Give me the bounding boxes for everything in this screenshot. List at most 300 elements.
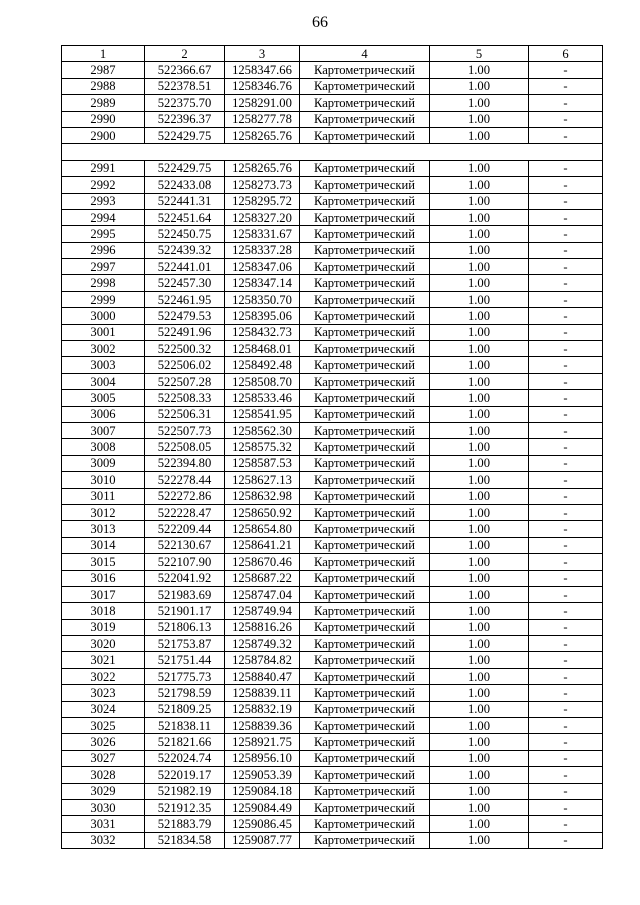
- table-row: [62, 668, 603, 684]
- table-cell: 522479.53: [145, 308, 225, 324]
- table-cell: 3013: [62, 521, 145, 537]
- table-cell: 522041.92: [145, 570, 225, 586]
- table-cell: -: [529, 652, 603, 668]
- table-cell: 1259053.39: [225, 767, 300, 783]
- table-cell: 1.00: [430, 406, 529, 422]
- table-cell: 1258921.75: [225, 734, 300, 750]
- table-cell: 1.00: [430, 570, 529, 586]
- table-cell: 3027: [62, 750, 145, 766]
- table-cell: 1258265.76: [225, 160, 300, 176]
- table-cell: 1.00: [430, 521, 529, 537]
- coordinates-table: [61, 45, 603, 849]
- table-cell: 1.00: [430, 504, 529, 520]
- table-cell: Картометрический: [300, 226, 430, 242]
- table-cell: Картометрический: [300, 373, 430, 389]
- table-cell: 1.00: [430, 78, 529, 94]
- table-cell: 1.00: [430, 95, 529, 111]
- table-row: [62, 537, 603, 553]
- table-cell: Картометрический: [300, 324, 430, 340]
- table-cell: 1.00: [430, 472, 529, 488]
- table-cell: 3003: [62, 357, 145, 373]
- table-cell: -: [529, 291, 603, 307]
- table-cell: 1.00: [430, 767, 529, 783]
- table-cell: 522491.96: [145, 324, 225, 340]
- table-cell: 3025: [62, 718, 145, 734]
- table-cell: 1.00: [430, 488, 529, 504]
- table-cell: 2995: [62, 226, 145, 242]
- table-cell: -: [529, 127, 603, 143]
- table-cell: 1258839.36: [225, 718, 300, 734]
- table-row: [62, 373, 603, 389]
- table-row: [62, 160, 603, 176]
- table-cell: 522107.90: [145, 554, 225, 570]
- table-cell: 1.00: [430, 275, 529, 291]
- table-cell: Картометрический: [300, 652, 430, 668]
- table-cell: 3029: [62, 783, 145, 799]
- table-row: [62, 783, 603, 799]
- table-cell: 3009: [62, 455, 145, 471]
- table-cell: 1258432.73: [225, 324, 300, 340]
- table-cell: 1.00: [430, 455, 529, 471]
- table-row: [62, 341, 603, 357]
- table-cell: -: [529, 586, 603, 602]
- table-cell: 2996: [62, 242, 145, 258]
- table-cell: 3010: [62, 472, 145, 488]
- table-row: [62, 521, 603, 537]
- table-cell: -: [529, 783, 603, 799]
- table-cell: Картометрический: [300, 799, 430, 815]
- table-cell: -: [529, 390, 603, 406]
- table-cell: -: [529, 799, 603, 815]
- table-cell: 2999: [62, 291, 145, 307]
- table-cell: 2992: [62, 177, 145, 193]
- table-cell: 1.00: [430, 668, 529, 684]
- table-cell: 522429.75: [145, 127, 225, 143]
- table-cell: 522500.32: [145, 341, 225, 357]
- table-cell: 2988: [62, 78, 145, 94]
- table-cell: 1258839.11: [225, 685, 300, 701]
- table-cell: 1.00: [430, 636, 529, 652]
- table-row: [62, 570, 603, 586]
- table-cell: -: [529, 422, 603, 438]
- table-cell: 3007: [62, 422, 145, 438]
- table-cell: Картометрический: [300, 783, 430, 799]
- table-cell: 1259086.45: [225, 816, 300, 832]
- table-cell: -: [529, 504, 603, 520]
- table-cell: 1.00: [430, 209, 529, 225]
- header-col-2: 2: [145, 46, 225, 62]
- table-row: [62, 422, 603, 438]
- table-cell: 1258508.70: [225, 373, 300, 389]
- table-cell: 1258541.95: [225, 406, 300, 422]
- table-cell: Картометрический: [300, 767, 430, 783]
- table-cell: Картометрический: [300, 209, 430, 225]
- table-row: [62, 554, 603, 570]
- table-cell: Картометрический: [300, 439, 430, 455]
- table-cell: 1258327.20: [225, 209, 300, 225]
- table-row: [62, 226, 603, 242]
- table-cell: 1258533.46: [225, 390, 300, 406]
- table-row: [62, 734, 603, 750]
- table-cell: Картометрический: [300, 586, 430, 602]
- table-cell: 1.00: [430, 816, 529, 832]
- table-cell: 1258350.70: [225, 291, 300, 307]
- table-cell: -: [529, 259, 603, 275]
- table-row: [62, 193, 603, 209]
- table-cell: 2993: [62, 193, 145, 209]
- table-cell: -: [529, 832, 603, 848]
- table-cell: 522507.73: [145, 422, 225, 438]
- table-cell: 521912.35: [145, 799, 225, 815]
- table-cell: 522506.02: [145, 357, 225, 373]
- table-cell: 3016: [62, 570, 145, 586]
- table-cell: 1.00: [430, 160, 529, 176]
- table-row: [62, 488, 603, 504]
- table-cell: -: [529, 78, 603, 94]
- table-cell: 3022: [62, 668, 145, 684]
- table-cell: 522508.33: [145, 390, 225, 406]
- table-cell: 1.00: [430, 127, 529, 143]
- table-row: [62, 767, 603, 783]
- table-cell: 1258346.76: [225, 78, 300, 94]
- table-cell: 522507.28: [145, 373, 225, 389]
- table-cell: Картометрический: [300, 603, 430, 619]
- table-cell: 521809.25: [145, 701, 225, 717]
- table-cell: 1258277.78: [225, 111, 300, 127]
- table-cell: Картометрический: [300, 275, 430, 291]
- table-cell: Картометрический: [300, 127, 430, 143]
- table-cell: 522278.44: [145, 472, 225, 488]
- table-cell: Картометрический: [300, 750, 430, 766]
- table-cell: 3024: [62, 701, 145, 717]
- table-cell: -: [529, 226, 603, 242]
- table-row: [62, 504, 603, 520]
- table-cell: 2900: [62, 127, 145, 143]
- table-cell: Картометрический: [300, 832, 430, 848]
- table-cell: 3031: [62, 816, 145, 832]
- table-cell: 521751.44: [145, 652, 225, 668]
- table-cell: 1.00: [430, 390, 529, 406]
- table-cell: Картометрический: [300, 422, 430, 438]
- table-cell: 1258747.04: [225, 586, 300, 602]
- table-cell: 1259084.18: [225, 783, 300, 799]
- table-cell: 3001: [62, 324, 145, 340]
- table-cell: 1258331.67: [225, 226, 300, 242]
- table-cell: -: [529, 324, 603, 340]
- table-header-row: [62, 46, 603, 62]
- table-cell: 1.00: [430, 226, 529, 242]
- table-cell: 522457.30: [145, 275, 225, 291]
- table-row: [62, 209, 603, 225]
- table-cell: Картометрический: [300, 193, 430, 209]
- table-cell: -: [529, 701, 603, 717]
- table-cell: Картометрический: [300, 816, 430, 832]
- header-col-1: 1: [62, 46, 145, 62]
- table-row: [62, 62, 603, 78]
- table-cell: 522378.51: [145, 78, 225, 94]
- table-cell: Картометрический: [300, 111, 430, 127]
- table-row: [62, 275, 603, 291]
- table-cell: -: [529, 95, 603, 111]
- table-cell: 1.00: [430, 242, 529, 258]
- table-cell: 521806.13: [145, 619, 225, 635]
- table-row: [62, 799, 603, 815]
- table-cell: Картометрический: [300, 619, 430, 635]
- table-cell: 522366.67: [145, 62, 225, 78]
- table-cell: 522433.08: [145, 177, 225, 193]
- table-cell: 1259084.49: [225, 799, 300, 815]
- table-cell: 1258749.94: [225, 603, 300, 619]
- table-cell: 522394.80: [145, 455, 225, 471]
- table-cell: 3002: [62, 341, 145, 357]
- table-cell: 1258627.13: [225, 472, 300, 488]
- table-cell: Картометрический: [300, 636, 430, 652]
- table-cell: 1.00: [430, 324, 529, 340]
- table-cell: 1258784.82: [225, 652, 300, 668]
- separator-cell: [62, 144, 603, 160]
- table-cell: 1258562.30: [225, 422, 300, 438]
- table-cell: 522450.75: [145, 226, 225, 242]
- table-cell: 522508.05: [145, 439, 225, 455]
- table-cell: -: [529, 193, 603, 209]
- table-cell: 1.00: [430, 111, 529, 127]
- table-cell: 1258650.92: [225, 504, 300, 520]
- table-row: [62, 718, 603, 734]
- table-cell: Картометрический: [300, 406, 430, 422]
- table-cell: Картометрический: [300, 734, 430, 750]
- table-cell: 521983.69: [145, 586, 225, 602]
- table-cell: Картометрический: [300, 160, 430, 176]
- table-cell: 522024.74: [145, 750, 225, 766]
- table-cell: 1258749.32: [225, 636, 300, 652]
- table-cell: 1.00: [430, 586, 529, 602]
- table-cell: 522441.01: [145, 259, 225, 275]
- table-cell: 3005: [62, 390, 145, 406]
- table-cell: 521834.58: [145, 832, 225, 848]
- table-cell: 522506.31: [145, 406, 225, 422]
- table-cell: 2987: [62, 62, 145, 78]
- table-cell: 1258273.73: [225, 177, 300, 193]
- table-cell: 521883.79: [145, 816, 225, 832]
- table-cell: 3021: [62, 652, 145, 668]
- table-cell: 2994: [62, 209, 145, 225]
- table-cell: Картометрический: [300, 390, 430, 406]
- table-cell: 3011: [62, 488, 145, 504]
- table-cell: -: [529, 570, 603, 586]
- table-cell: Картометрический: [300, 95, 430, 111]
- table-cell: -: [529, 816, 603, 832]
- table-cell: 1258395.06: [225, 308, 300, 324]
- table-cell: 1.00: [430, 291, 529, 307]
- table-cell: 3026: [62, 734, 145, 750]
- table-cell: 522209.44: [145, 521, 225, 537]
- table-cell: 522019.17: [145, 767, 225, 783]
- table-cell: 2998: [62, 275, 145, 291]
- table-cell: 1.00: [430, 308, 529, 324]
- table-cell: 1.00: [430, 832, 529, 848]
- table-row: [62, 78, 603, 94]
- table-row: [62, 127, 603, 143]
- table-cell: -: [529, 373, 603, 389]
- table-cell: 1.00: [430, 439, 529, 455]
- table-cell: 522396.37: [145, 111, 225, 127]
- table-cell: Картометрический: [300, 291, 430, 307]
- table-cell: 1258670.46: [225, 554, 300, 570]
- table-cell: 1258816.26: [225, 619, 300, 635]
- table-cell: 522375.70: [145, 95, 225, 111]
- table-row: [62, 603, 603, 619]
- table-cell: 522451.64: [145, 209, 225, 225]
- table-cell: 3020: [62, 636, 145, 652]
- table-row: [62, 324, 603, 340]
- table-cell: 1.00: [430, 685, 529, 701]
- table-cell: Картометрический: [300, 701, 430, 717]
- table-cell: 1.00: [430, 259, 529, 275]
- table-cell: -: [529, 472, 603, 488]
- table-row: [62, 816, 603, 832]
- table-cell: 3030: [62, 799, 145, 815]
- table-cell: 1.00: [430, 357, 529, 373]
- table-cell: 1.00: [430, 537, 529, 553]
- table-row: [62, 455, 603, 471]
- table-row: [62, 472, 603, 488]
- table-cell: 1258295.72: [225, 193, 300, 209]
- table-cell: 1258641.21: [225, 537, 300, 553]
- table-row: [62, 390, 603, 406]
- table-cell: Картометрический: [300, 242, 430, 258]
- table-cell: 3032: [62, 832, 145, 848]
- table-cell: -: [529, 750, 603, 766]
- table-row: [62, 652, 603, 668]
- table-cell: Картометрический: [300, 62, 430, 78]
- table-cell: 1.00: [430, 652, 529, 668]
- table-cell: 521775.73: [145, 668, 225, 684]
- table-cell: -: [529, 685, 603, 701]
- table-cell: 3008: [62, 439, 145, 455]
- table-cell: -: [529, 209, 603, 225]
- table-cell: 1258347.14: [225, 275, 300, 291]
- table-cell: -: [529, 341, 603, 357]
- table-cell: 3006: [62, 406, 145, 422]
- table-cell: Картометрический: [300, 488, 430, 504]
- table-cell: 1259087.77: [225, 832, 300, 848]
- table-body: [62, 62, 603, 849]
- table-cell: Картометрический: [300, 521, 430, 537]
- table-cell: Картометрический: [300, 718, 430, 734]
- table-cell: Картометрический: [300, 341, 430, 357]
- table-cell: -: [529, 767, 603, 783]
- table-cell: 1258832.19: [225, 701, 300, 717]
- table-cell: 1.00: [430, 799, 529, 815]
- table-cell: Картометрический: [300, 455, 430, 471]
- table-cell: 522441.31: [145, 193, 225, 209]
- table-cell: Картометрический: [300, 177, 430, 193]
- table-cell: 1258575.32: [225, 439, 300, 455]
- table-row: [62, 636, 603, 652]
- table-cell: 3000: [62, 308, 145, 324]
- table-row: [62, 357, 603, 373]
- table-cell: 3017: [62, 586, 145, 602]
- table-cell: 3012: [62, 504, 145, 520]
- table-cell: -: [529, 488, 603, 504]
- table-cell: Картометрический: [300, 357, 430, 373]
- table-cell: 521901.17: [145, 603, 225, 619]
- table-separator-row: [62, 144, 603, 160]
- table-cell: 1.00: [430, 603, 529, 619]
- table-cell: 521753.87: [145, 636, 225, 652]
- table-cell: Картометрический: [300, 259, 430, 275]
- table-cell: 522272.86: [145, 488, 225, 504]
- table-cell: 2989: [62, 95, 145, 111]
- table-cell: -: [529, 111, 603, 127]
- table-cell: -: [529, 455, 603, 471]
- table-row: [62, 750, 603, 766]
- table-cell: Картометрический: [300, 78, 430, 94]
- table-row: [62, 111, 603, 127]
- table-row: [62, 259, 603, 275]
- table-row: [62, 406, 603, 422]
- table-cell: 1258291.00: [225, 95, 300, 111]
- table-cell: -: [529, 619, 603, 635]
- table-row: [62, 177, 603, 193]
- table-cell: 522130.67: [145, 537, 225, 553]
- table-cell: 1.00: [430, 718, 529, 734]
- header-col-3: 3: [225, 46, 300, 62]
- table-cell: -: [529, 521, 603, 537]
- table-cell: 1258347.06: [225, 259, 300, 275]
- table-cell: -: [529, 160, 603, 176]
- table-cell: 1258492.48: [225, 357, 300, 373]
- table-cell: 1258337.28: [225, 242, 300, 258]
- table-row: [62, 685, 603, 701]
- table-cell: 1.00: [430, 701, 529, 717]
- table-row: [62, 619, 603, 635]
- table-cell: Картометрический: [300, 537, 430, 553]
- table-cell: 1258687.22: [225, 570, 300, 586]
- header-col-4: 4: [300, 46, 430, 62]
- table-cell: 1.00: [430, 373, 529, 389]
- table-row: [62, 242, 603, 258]
- table-cell: 1.00: [430, 734, 529, 750]
- table-cell: 1.00: [430, 750, 529, 766]
- table-cell: Картометрический: [300, 308, 430, 324]
- table-cell: 3015: [62, 554, 145, 570]
- table-cell: -: [529, 668, 603, 684]
- table-cell: 521821.66: [145, 734, 225, 750]
- table-cell: 3023: [62, 685, 145, 701]
- table-cell: -: [529, 734, 603, 750]
- table-cell: 1258587.53: [225, 455, 300, 471]
- table-cell: -: [529, 603, 603, 619]
- table-cell: Картометрический: [300, 668, 430, 684]
- table-cell: 1.00: [430, 619, 529, 635]
- table-row: [62, 701, 603, 717]
- table-row: [62, 291, 603, 307]
- table-cell: 1.00: [430, 341, 529, 357]
- table-cell: 1258265.76: [225, 127, 300, 143]
- table-row: [62, 308, 603, 324]
- table-cell: 3019: [62, 619, 145, 635]
- table-cell: 1.00: [430, 62, 529, 78]
- table-cell: 3018: [62, 603, 145, 619]
- table-cell: 1258347.66: [225, 62, 300, 78]
- table-cell: 1.00: [430, 783, 529, 799]
- table-cell: 1258654.80: [225, 521, 300, 537]
- table-cell: -: [529, 275, 603, 291]
- table-row: [62, 586, 603, 602]
- table-cell: -: [529, 554, 603, 570]
- table-cell: -: [529, 718, 603, 734]
